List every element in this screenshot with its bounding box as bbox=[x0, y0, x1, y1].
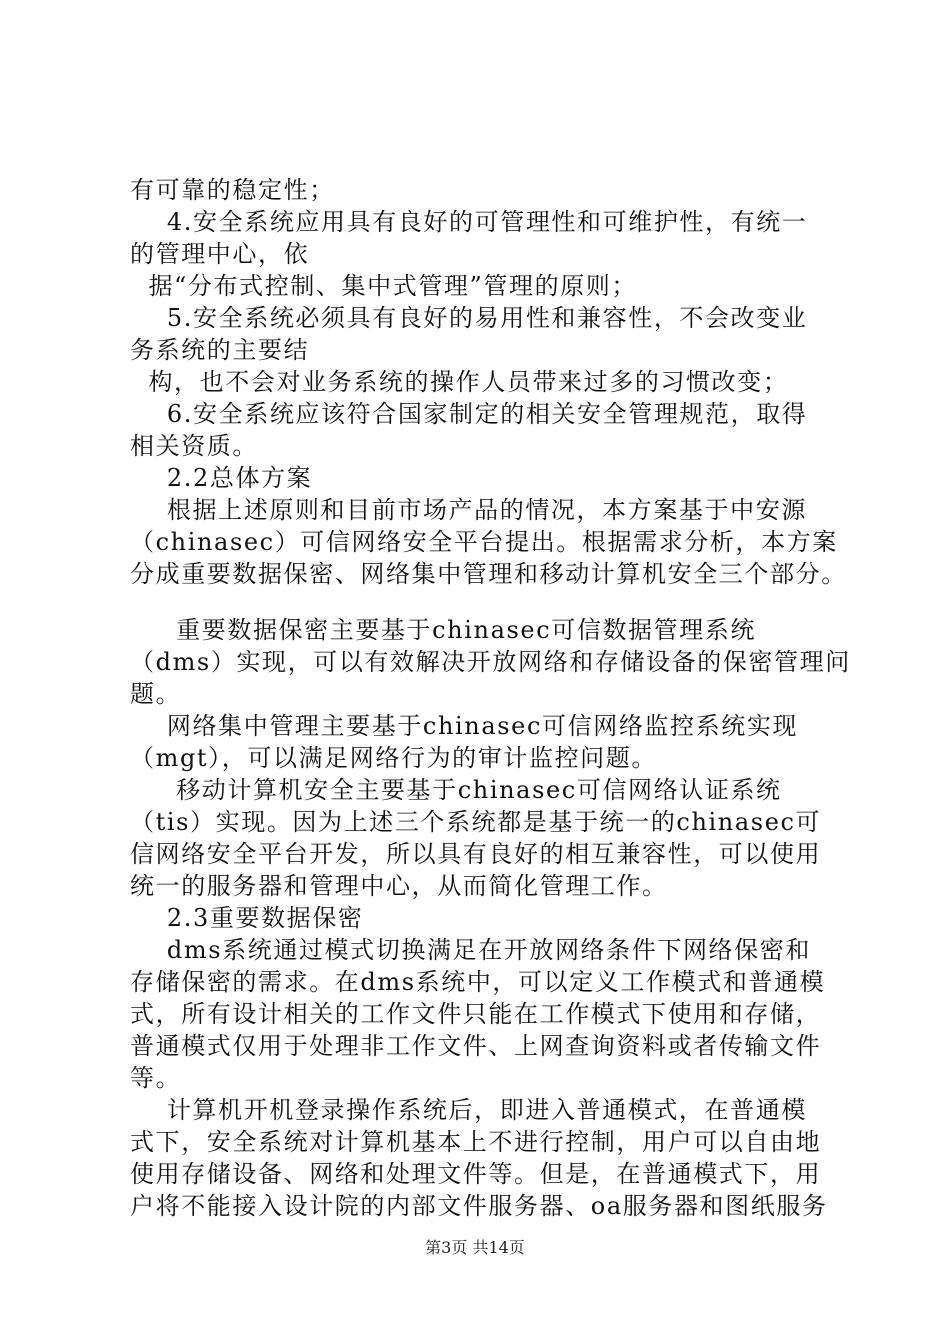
body-line: （mgt），可以满足网络行为的审计监控问题。 bbox=[130, 744, 657, 772]
body-line: 计算机开机登录操作系统后，即进入普通模式，在普通模 bbox=[130, 1096, 807, 1124]
section-heading: 2.3重要数据保密 bbox=[130, 904, 364, 932]
body-line: 相关资质。 bbox=[130, 432, 258, 460]
body-line: 构，也不会对业务系统的操作人员带来过多的习惯改变； bbox=[130, 368, 789, 396]
body-line: （tis）实现。因为上述三个系统都是基于统一的chinasec可 bbox=[130, 808, 822, 836]
body-line: 统一的服务器和管理中心，从而简化管理工作。 bbox=[130, 872, 668, 900]
body-line: 户将不能接入设计院的内部文件服务器、oa服务器和图纸服务 bbox=[130, 1192, 828, 1220]
page-number-footer: 第3页 共14页 bbox=[425, 1238, 525, 1257]
body-line: 分成重要数据保密、网络集中管理和移动计算机安全三个部分。 bbox=[130, 560, 847, 588]
body-line: （dms）实现，可以有效解决开放网络和存储设备的保密管理问 bbox=[130, 648, 851, 676]
body-line: 存储保密的需求。在dms系统中，可以定义工作模式和普通模 bbox=[130, 968, 826, 996]
body-line: 有可靠的稳定性； bbox=[130, 176, 335, 204]
body-line: 信网络安全平台开发，所以具有良好的相互兼容性，可以使用 bbox=[130, 840, 822, 868]
body-line: 据“分布式控制、集中式管理”管理的原则； bbox=[130, 272, 637, 300]
body-line: 式，所有设计相关的工作文件只能在工作模式下使用和存储， bbox=[130, 1000, 822, 1028]
body-line: 的管理中心，依 bbox=[130, 240, 310, 268]
body-line: 5.安全系统必须具有良好的易用性和兼容性，不会改变业 bbox=[130, 304, 808, 332]
body-line: 移动计算机安全主要基于chinasec可信网络认证系统 bbox=[130, 776, 782, 804]
body-line: 题。 bbox=[130, 680, 182, 708]
body-line: 4.安全系统应用具有良好的可管理性和可维护性，有统一 bbox=[130, 208, 808, 236]
body-line: （chinasec）可信网络安全平台提出。根据需求分析，本方案 bbox=[130, 528, 838, 556]
body-line: 式下，安全系统对计算机基本上不进行控制，用户可以自由地 bbox=[130, 1128, 822, 1156]
body-line: 网络集中管理主要基于chinasec可信网络监控系统实现 bbox=[130, 712, 799, 740]
section-heading: 2.2总体方案 bbox=[130, 464, 313, 492]
body-line: 普通模式仅用于处理非工作文件、上网查询资料或者传输文件 bbox=[130, 1032, 822, 1060]
body-line: 等。 bbox=[130, 1064, 182, 1092]
body-line: 使用存储设备、网络和处理文件等。但是，在普通模式下，用 bbox=[130, 1160, 822, 1188]
body-line: 重要数据保密主要基于chinasec可信数据管理系统 bbox=[130, 616, 757, 644]
body-line: dms系统通过模式切换满足在开放网络条件下网络保密和 bbox=[130, 936, 811, 964]
body-line: 6.安全系统应该符合国家制定的相关安全管理规范，取得 bbox=[130, 400, 808, 428]
body-line: 根据上述原则和目前市场产品的情况，本方案基于中安源 bbox=[130, 496, 807, 524]
body-line: 务系统的主要结 bbox=[130, 336, 310, 364]
